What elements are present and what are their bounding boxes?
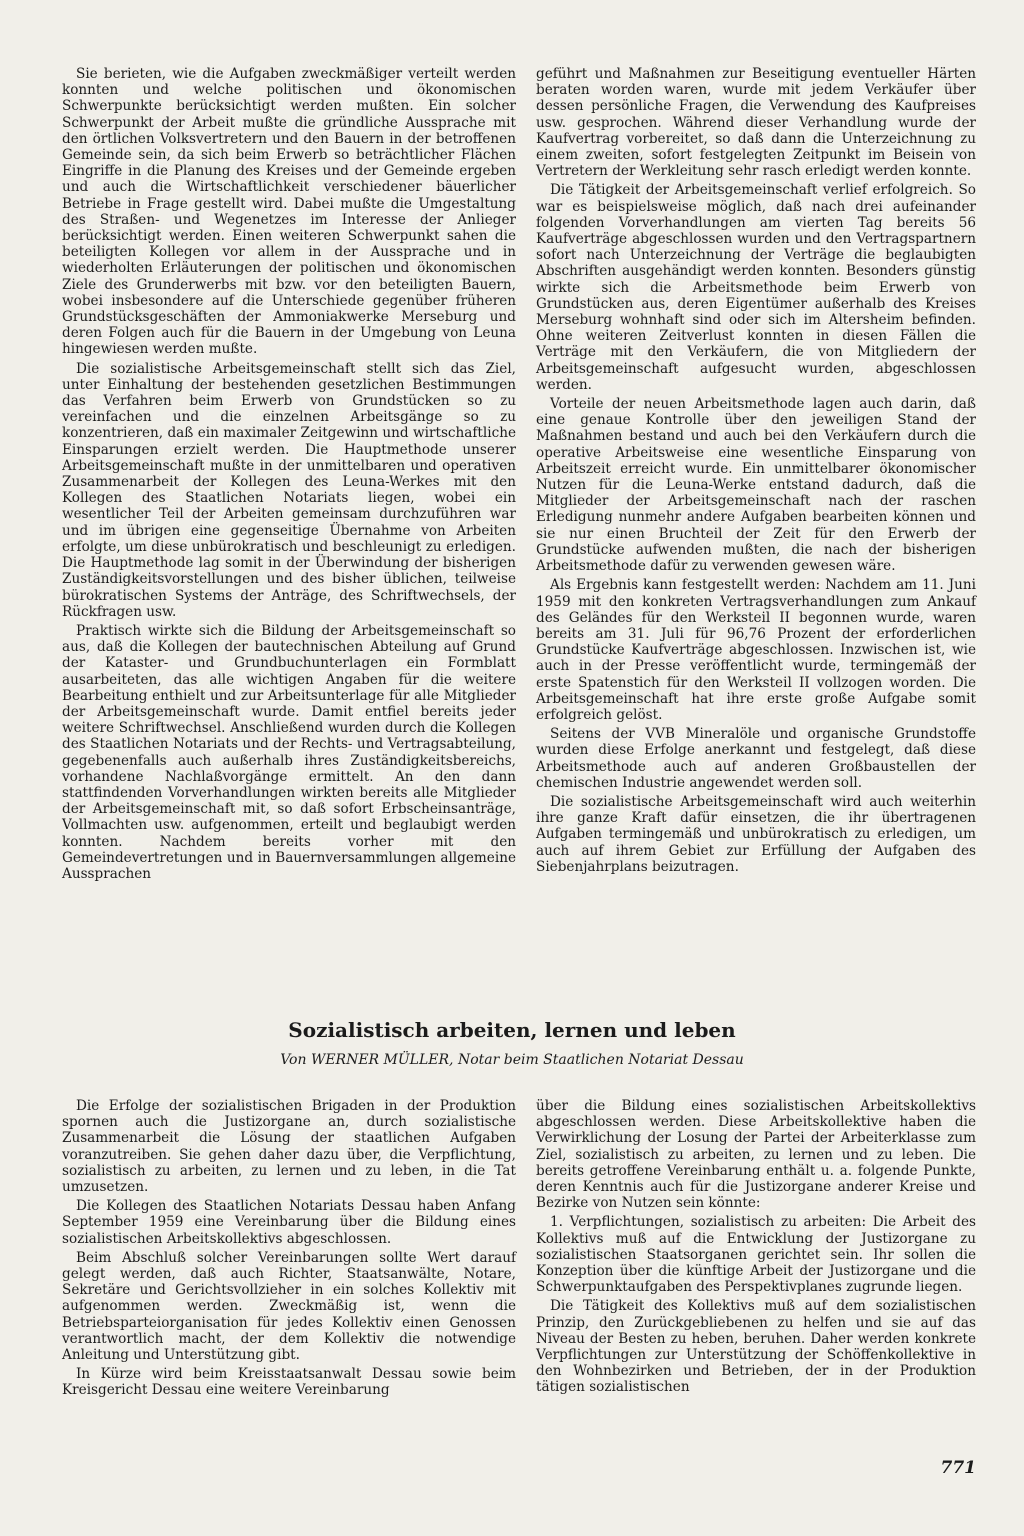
paragraph: Die Erfolge der sozialistischen Brigaden in der Produktion spornen auch die Justizorgane an, durch sozialistische Zusammenarbeit die Lösung der staatlichen Aufgaben voranzutreiben. Sie gehen daher dazu über, die Verpflichtung, sozialistisch zu arbeiten, zu lernen und zu leben, in die Tat umzusetzen. — [62, 1098, 516, 1196]
article-byline: Von WERNER MÜLLER, Notar beim Staatlichen Notariat Dessau — [280, 1052, 744, 1068]
paragraph: Beim Abschluß solcher Vereinbarungen sollte Wert darauf gelegt werden, daß auch Richter, Staatsanwälte, Notare, Sekretäre und Gerichtsvollzieher in ein solches Kollektiv mit aufgenommen werden. Zweckmäßig ist, wenn die Betriebsparteiorganisation für jedes Kollektiv einen Genossen verantwortlich macht, der dem Kollektiv die notwendige Anleitung und Unterstützung gibt. — [62, 1249, 516, 1364]
article-continued-right-column — [536, 66, 976, 878]
paragraph: 1. Verpflichtungen, sozialistisch zu arbeiten: Die Arbeit des Kollektivs muß auf die Entwicklung der Justizorgane zu sozialistischen Staatsorganen gerichtet sein. Ihr sollen die Konzeption über die künftige Arbeit der Justizorgane und die Schwerpunktaufgaben des Perspektivplanes zugrunde liegen. — [536, 1214, 976, 1296]
article-right-column — [536, 1098, 976, 1399]
paragraph: Vorteile der neuen Arbeitsmethode lagen auch darin, daß eine genaue Kontrolle über den jeweiligen Stand der Maßnahmen bestand und auch bei den Verkäufern durch die operative Arbeitsweise eine wesentliche Einsparung von Arbeitszeit erreicht wurde. Ein unmittelbarer ökonomischer Nutzen für die Leuna-Werke entstand dadurch, daß die Mitglieder der Arbeitsgemeinschaft nach der raschen Erledigung nunmehr andere Aufgaben bearbeiten können und sie nur einen Bruchteil der Zeit für den Erwerb der Grundstücke aufwenden mußten, die nach der bisherigen Arbeitsmethode dafür zu verwenden gewesen wäre. — [536, 396, 976, 575]
article-title: Sozialistisch arbeiten, lernen und leben — [288, 1018, 736, 1042]
paragraph: über die Bildung eines sozialistischen Arbeitskollektivs abgeschlossen werden. Diese Arbeitskollektive haben die Verwirklichung der Losung der Partei der Arbeiterklasse zum Ziel, sozialistisch zu arbeiten, zu lernen und zu leben. Die bereits getroffene Vereinbarung enthält u. a. folgende Punkte, deren Kenntnis auch für die Justizorgane anderer Kreise und Bezirke von Nutzen sein könnte: — [536, 1098, 976, 1212]
paragraph: Seitens der VVB Mineralöle und organische Grundstoffe wurden diese Erfolge anerkannt und festgelegt, daß diese Arbeitsmethode auch auf anderen Großbaustellen der chemischen Industrie angewendet werden soll. — [536, 726, 976, 791]
paragraph: Sie berieten, wie die Aufgaben zweckmäßiger verteilt werden konnten und welche politischen und ökonomischen Schwerpunkte berücksichtigt werden mußten. Ein solcher Schwerpunkt der Arbeit mußte die gründliche Aussprache mit den örtlichen Volksvertretern und den Bauern in der betroffenen Gemeinde sein, da sich beim Erwerb so beträchtlicher Flächen Eingriffe in die Planung des Kreises und der Gemeinde ergeben und auch die Wirtschaftlichkeit verschiedener bäuerlicher Betriebe in Frage gestellt wird. Dabei mußte die Umgestaltung des Straßen- und Wegenetzes im Interesse der Anlieger berücksichtigt werden. Einen weiteren Schwerpunkt sahen die beteiligten Kollegen vor allem in der Aussprache und in wiederholten Erläuterungen der politischen und ökonomischen Ziele des Grunderwerbs mit bzw. vor den beteiligten Bauern, wobei insbesondere auf die Unterschiede gegenüber früheren Grundstücksgeschäften der Ammoniakwerke Merseburg und deren Folgen auch für die Bauern in der Umgebung von Leuna hingewiesen werden mußte. — [62, 66, 516, 358]
paragraph: Die Tätigkeit der Arbeitsgemeinschaft verlief erfolgreich. So war es beispielsweise möglich, daß nach drei aufeinander folgenden Vorverhandlungen am vierten Tag bereits 56 Kaufverträge abgeschlossen wurden und den Vertragspartnern sofort nach Unterzeichnung der Verträge die beglaubigten Abschriften ausgehändigt werden konnten. Besonders günstig wirkte sich die Arbeitsmethode beim Erwerb von Grundstücken aus, deren Eigentümer außerhalb des Kreises Merseburg wohnhaft sind oder sich im Altersheim befinden. Ohne weiteren Zeitverlust konnten in diesen Fällen die Verträge mit den Verkäufern, die von Mitgliedern der Arbeitsgemeinschaft aufgesucht wurden, abgeschlossen werden. — [536, 182, 976, 393]
article-continued-left-column — [62, 66, 516, 885]
paragraph: Die sozialistische Arbeitsgemeinschaft wird auch weiterhin ihre ganze Kraft dafür einsetzen, die ihr übertragenen Aufgaben termingemäß und unbürokratisch zu erledigen, um auch auf ihrem Gebiet zur Erfüllung der Aufgaben des Siebenjahrplans beizutragen. — [536, 793, 976, 875]
paragraph: In Kürze wird beim Kreisstaatsanwalt Dessau sowie beim Kreisgericht Dessau eine weitere Vereinbarung — [62, 1366, 516, 1399]
paragraph: Praktisch wirkte sich die Bildung der Arbeitsgemeinschaft so aus, daß die Kollegen der bautechnischen Abteilung auf Grund der Kataster- und Grundbuchunterlagen ein Formblatt ausarbeiteten, das alle wichtigen Angaben für die weitere Bearbeitung enthielt und zur Arbeitsunterlage für alle Mitglieder der Arbeitsgemeinschaft wurde. Damit entfiel bereits jeder weitere Schriftwechsel. Anschließend wurden durch die Kollegen des Staatlichen Notariats und der Rechts- und Vertragsabteilung, gegebenenfalls auch außerhalb ihres Zuständigkeitsbereichs, vorhandene Nachlaßvorgänge ermittelt. An den dann stattfindenden Vorverhandlungen wirkten bereits alle Mitglieder der Arbeitsgemeinschaft mit, so daß sofort Erbscheinsanträge, Vollmachten usw. aufgenommen, erteilt und beglaubigt werden konnten. Nachdem bereits vorher mit den Gemeindevertretungen und in Bauernversammlungen allgemeine Aussprachen — [62, 622, 516, 882]
page-number: 771 — [940, 1458, 976, 1478]
paragraph: Als Ergebnis kann festgestellt werden: Nachdem am 11. Juni 1959 mit den konkreten Vertragsverhandlungen zum Ankauf des Geländes für den Werksteil II begonnen wurde, waren bereits am 31. Juli für 96,76 Prozent der erforderlichen Grundstücke Kaufverträge abgeschlossen. Inzwischen ist, wie auch in der Presse veröffentlicht wurde, termingemäß der erste Spatenstich für den Werksteil II vollzogen worden. Die Arbeitsgemeinschaft hat ihre erste große Aufgabe somit erfolgreich gelöst. — [536, 577, 976, 723]
paragraph: Die sozialistische Arbeitsgemeinschaft stellt sich das Ziel, unter Einhaltung der bestehenden gesetzlichen Bestimmungen das Verfahren beim Erwerb von Grundstücken so zu vereinfachen und die einzelnen Arbeitsgänge so zu konzentrieren, daß ein maximaler Zeitgewinn und wirtschaftliche Einsparungen erzielt werden. Die Hauptmethode unserer Arbeitsgemeinschaft mußte in der unmittelbaren und operativen Zusammenarbeit der Kollegen des Leuna-Werkes mit den Kollegen des Staatlichen Notariats liegen, wobei ein wesentlicher Teil der Arbeiten gemeinsam durchzuführen war und im übrigen eine gegenseitige Übernahme von Arbeiten erfolgte, um diese unbürokratisch und beschleunigt zu erledigen. Die Hauptmethode lag somit in der Überwindung der bisherigen Zuständigkeitsvorstellungen und des bisher üblichen, teilweise bürokratischen Systems der Anträge, des Schriftwechsels, der Rückfragen usw. — [62, 360, 516, 620]
article-left-column — [62, 1098, 516, 1402]
paragraph: Die Tätigkeit des Kollektivs muß auf dem sozialistischen Prinzip, den Zurückgebliebenen zu helfen und sie auf das Niveau der Besten zu heben, beruhen. Daher werden konkrete Verpflichtungen zur Unterstützung der Schöffenkollektive in den Wohnbezirken und Betrieben, der in der Produktion tätigen sozialistischen — [536, 1298, 976, 1396]
paragraph: Die Kollegen des Staatlichen Notariats Dessau haben Anfang September 1959 eine Vereinbarung über die Bildung eines sozialistischen Arbeitskollektivs abgeschlossen. — [62, 1198, 516, 1247]
paragraph: geführt und Maßnahmen zur Beseitigung eventueller Härten beraten worden waren, wurde mit jedem Verkäufer über dessen persönliche Fragen, die Verwendung des Kaufpreises usw. gesprochen. Während dieser Verhandlung wurde der Kaufvertrag vorbereitet, so daß dann die Unterzeichnung zu einem zweiten, sofort festgelegten Zeitpunkt im Beisein von Vertretern der Werkleitung sehr rasch erledigt werden konnte. — [536, 66, 976, 180]
